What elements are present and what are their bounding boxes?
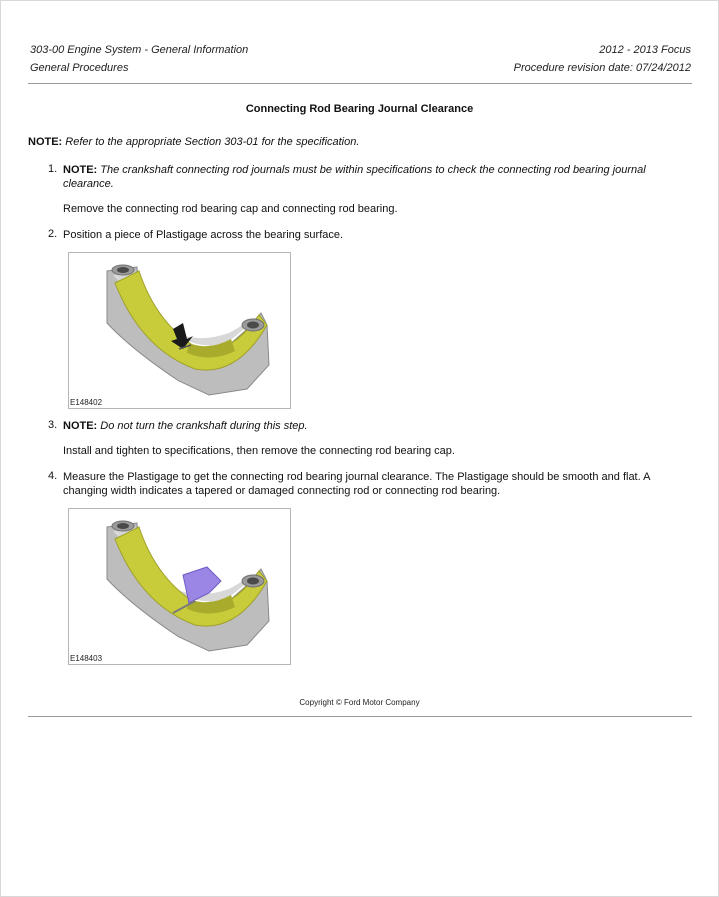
note-label: NOTE: [28,136,63,148]
step-number: 1. [48,163,58,175]
step-number: 2. [48,228,58,240]
step-note-text: Do not turn the crankshaft during this step. [100,420,308,432]
bearing-cap-illustration [69,253,290,408]
header-model: 2012 - 2013 Focus [599,44,691,56]
step-note [63,163,683,191]
general-note [28,136,359,148]
step-text: Position a piece of Plastigage across the bearing surface. [63,229,344,241]
header-revision: Procedure revision date: 07/24/2012 [513,62,691,74]
figure-id: E148403 [70,654,103,663]
bearing-figure-1 [68,252,291,409]
bearing-figure-2 [68,508,291,665]
header-section: 303-00 Engine System - General Information [30,44,249,56]
step-number: 4. [48,470,58,482]
note-text: Refer to the appropriate Section 303-01 for the specification. [65,136,360,148]
copyright-text: Copyright © Ford Motor Company [299,698,420,707]
figure-id: E148402 [70,398,103,407]
step-note-label: NOTE: [63,164,98,176]
header-divider [28,83,692,84]
step-text: Measure the Plastigage to get the connecting rod bearing journal clearance. The Plastigage should be smooth and flat. A changing width indicates a tapered or damaged connecting rod or connecting rod bearing. [63,471,650,497]
step-note [63,419,683,433]
page-title: Connecting Rod Bearing Journal Clearance [245,103,474,115]
bearing-plastigage-illustration [69,509,290,664]
footer-divider [28,716,692,717]
step-text: Remove the connecting rod bearing cap and connecting rod bearing. [63,203,398,215]
step-note-text: The crankshaft connecting rod journals must be within specifications to check the connecting rod bearing journal clearance. [63,164,646,190]
step-number: 3. [48,419,58,431]
step-note-label: NOTE: [63,420,98,432]
header-subsection: General Procedures [30,62,129,74]
step-text: Install and tighten to specifications, then remove the connecting rod bearing cap. [63,445,455,457]
